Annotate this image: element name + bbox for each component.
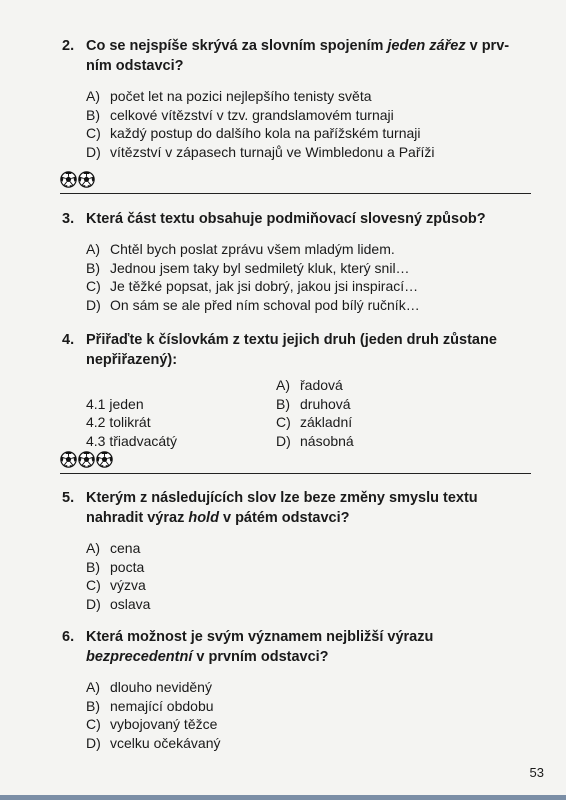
question-3 bbox=[62, 209, 532, 314]
section-divider bbox=[60, 193, 531, 194]
type-option bbox=[276, 413, 532, 432]
answer-option bbox=[86, 697, 532, 716]
option-text: Je těžké popsat, jak jsi dobrý, jakou jsi inspirací… bbox=[110, 278, 419, 294]
answer-option bbox=[86, 143, 532, 162]
option-text: cena bbox=[110, 540, 141, 556]
question-5 bbox=[62, 488, 532, 613]
question-2 bbox=[62, 36, 532, 161]
question-6-title bbox=[62, 627, 532, 667]
option-text: počet let na pozici nejlepšího tenisty světa bbox=[110, 88, 372, 104]
option-letter: C) bbox=[276, 414, 291, 430]
question-emphasis: bezprecedentní bbox=[86, 649, 193, 665]
question-text: Přiřaďte k číslovkám z textu jejich druh (jeden druh zůstane bbox=[86, 332, 497, 348]
question-3-title bbox=[62, 209, 532, 229]
option-text: Jednou jsem taky byl sedmiletý kluk, který snil… bbox=[110, 259, 410, 276]
option-text: každý postup do dalšího kola na pařížském turnaji bbox=[110, 125, 421, 141]
answer-option bbox=[86, 106, 532, 125]
type-option bbox=[276, 395, 532, 414]
soccer-ball-icon bbox=[96, 451, 113, 468]
question-text: nepřiřazený): bbox=[86, 352, 178, 368]
question-6 bbox=[62, 627, 532, 752]
answer-options bbox=[62, 87, 532, 161]
answer-option bbox=[86, 715, 532, 734]
option-text: pocta bbox=[110, 558, 145, 575]
matching-columns bbox=[62, 376, 532, 450]
question-number: 2. bbox=[62, 38, 75, 54]
option-text: celkové vítězství v tzv. grandslamovém turnaji bbox=[110, 106, 394, 123]
bottom-edge bbox=[0, 795, 566, 800]
option-text: základní bbox=[300, 414, 353, 430]
option-letter: A) bbox=[86, 679, 100, 695]
numeral-item: 4.2 tolikrát bbox=[86, 414, 151, 430]
option-letter: D) bbox=[86, 595, 101, 612]
option-text: vítězství v zápasech turnajů ve Wimbledonu a Paříži bbox=[110, 143, 435, 160]
answer-option bbox=[86, 734, 532, 753]
question-number: 4. bbox=[62, 332, 75, 348]
option-letter: D) bbox=[86, 143, 101, 160]
answer-option bbox=[86, 87, 532, 106]
question-2-title bbox=[62, 36, 532, 76]
difficulty-indicator bbox=[60, 451, 113, 468]
option-text: násobná bbox=[300, 432, 354, 449]
type-list bbox=[276, 376, 532, 450]
answer-option bbox=[86, 240, 532, 259]
option-text: oslava bbox=[110, 595, 151, 612]
option-letter: C) bbox=[86, 716, 101, 732]
difficulty-indicator bbox=[60, 171, 95, 188]
option-text: dlouho neviděný bbox=[110, 679, 212, 695]
numeral-item: 4.3 třiadvacátý bbox=[86, 432, 178, 449]
question-text: Která možnost je svým významem nejbližší výrazu bbox=[86, 629, 434, 645]
answer-option bbox=[86, 539, 532, 558]
option-letter: B) bbox=[86, 106, 100, 123]
question-text: Kterým z následujících slov lze beze změny smyslu textu bbox=[86, 490, 478, 506]
numeral-list bbox=[86, 376, 276, 450]
question-text: v prv- bbox=[465, 38, 510, 54]
option-text: nemající obdobu bbox=[110, 697, 214, 714]
question-emphasis: hold bbox=[188, 510, 219, 526]
soccer-ball-icon bbox=[78, 451, 95, 468]
soccer-ball-icon bbox=[60, 451, 77, 468]
question-5-title bbox=[62, 488, 532, 528]
type-option bbox=[276, 432, 532, 451]
option-letter: A) bbox=[86, 540, 100, 556]
question-4 bbox=[62, 330, 532, 450]
answer-option bbox=[86, 277, 532, 296]
answer-option bbox=[86, 576, 532, 595]
option-letter: B) bbox=[86, 558, 100, 575]
question-text: Co se nejspíše skrývá za slovním spojením bbox=[86, 38, 388, 54]
answer-option bbox=[86, 259, 532, 278]
question-number: 5. bbox=[62, 490, 75, 506]
question-number: 6. bbox=[62, 629, 75, 645]
option-letter: C) bbox=[86, 278, 101, 294]
answer-option bbox=[86, 595, 532, 614]
answer-option bbox=[86, 124, 532, 143]
answer-options bbox=[62, 539, 532, 613]
page-number: 53 bbox=[529, 765, 544, 780]
answer-option bbox=[86, 678, 532, 697]
answer-option bbox=[86, 296, 532, 315]
option-letter: C) bbox=[86, 577, 101, 593]
question-text: v prvním odstavci? bbox=[192, 649, 329, 665]
type-option bbox=[276, 376, 532, 395]
answer-options bbox=[62, 678, 532, 752]
option-text: řadová bbox=[300, 377, 343, 393]
numeral-item: 4.1 jeden bbox=[86, 395, 144, 412]
option-text: vcelku očekávaný bbox=[110, 734, 221, 751]
option-letter: D) bbox=[276, 432, 291, 449]
question-4-title bbox=[62, 330, 532, 370]
soccer-ball-icon bbox=[60, 171, 77, 188]
option-letter: A) bbox=[276, 377, 290, 393]
option-letter: B) bbox=[86, 259, 100, 276]
answer-option bbox=[86, 558, 532, 577]
question-text: nahradit výraz bbox=[86, 510, 189, 526]
option-text: vybojovaný těžce bbox=[110, 716, 218, 732]
option-text: Chtěl bych poslat zprávu všem mladým lidem. bbox=[110, 241, 395, 257]
question-text: v pátém odstavci? bbox=[218, 510, 350, 526]
option-text: druhová bbox=[300, 395, 351, 412]
option-letter: A) bbox=[86, 241, 100, 257]
option-letter: D) bbox=[86, 296, 101, 313]
section-divider bbox=[60, 473, 531, 474]
question-text: ním odstavci? bbox=[86, 58, 184, 74]
option-letter: C) bbox=[86, 125, 101, 141]
question-text: Která část textu obsahuje podmiňovací slovesný způsob? bbox=[86, 211, 486, 227]
option-letter: D) bbox=[86, 734, 101, 751]
option-letter: B) bbox=[276, 395, 290, 412]
question-number: 3. bbox=[62, 211, 75, 227]
option-text: výzva bbox=[110, 577, 146, 593]
option-letter: B) bbox=[86, 697, 100, 714]
option-text: On sám se ale před ním schoval pod bílý ručník… bbox=[110, 296, 420, 313]
answer-options bbox=[62, 240, 532, 314]
option-letter: A) bbox=[86, 88, 100, 104]
soccer-ball-icon bbox=[78, 171, 95, 188]
question-emphasis: jeden zářez bbox=[387, 38, 466, 54]
